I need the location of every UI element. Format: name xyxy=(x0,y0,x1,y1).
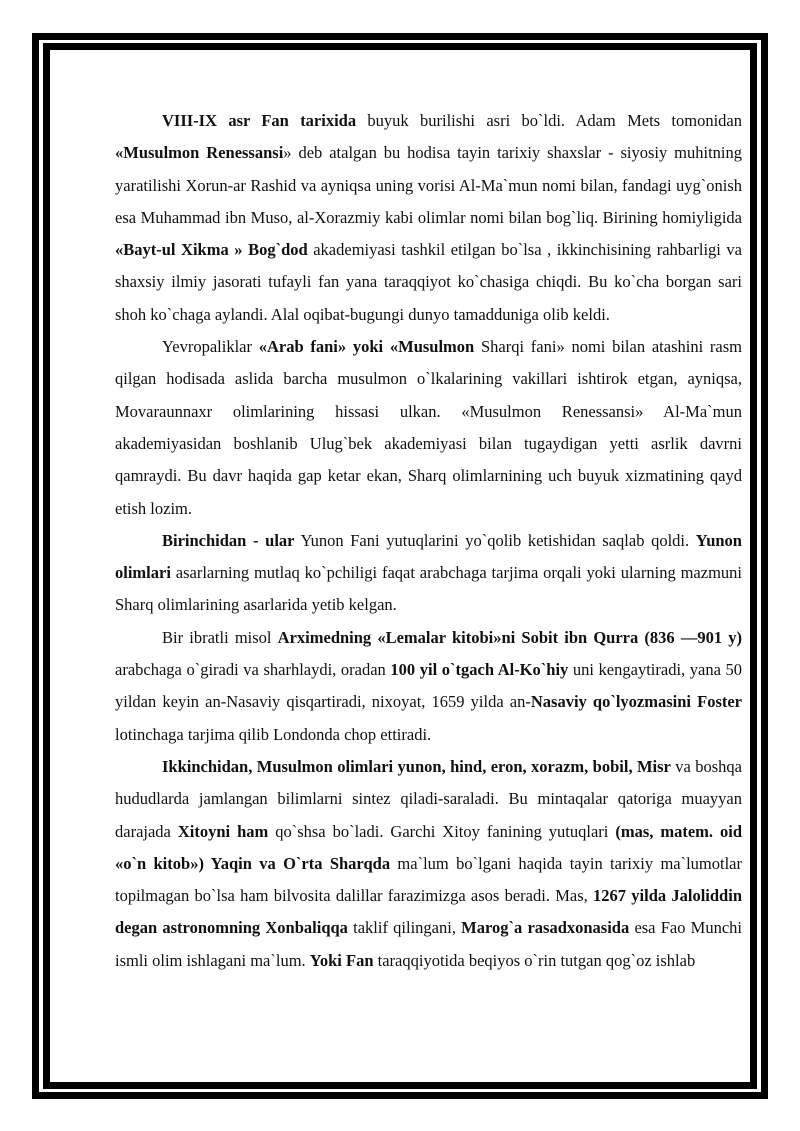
text-run: Yoki Fan xyxy=(309,950,374,970)
text-run: lotinchaga tarjima qilib Londonda chop ettiradi. xyxy=(115,724,432,744)
text-run: qo`shsa bo`ladi. Garchi Xitoy fanining yutuqlari xyxy=(268,821,616,841)
paragraph-1 xyxy=(115,105,742,331)
paragraph-5 xyxy=(115,751,742,977)
text-run: Marog`a rasadxonasida xyxy=(461,918,630,938)
text-run: Xitoyni ham xyxy=(177,821,269,841)
text-run: Yevropaliklar xyxy=(162,337,259,357)
text-run: (mas, matem. oid «o`n kitob») Yaqin va O`rta Sharqda xyxy=(115,821,742,873)
text-run: uni kengaytiradi, yana 50 yildan keyin an-Nasaviy qisqartiradi, nixoyat, 1659 yilda an- xyxy=(115,660,742,712)
text-run: 1267 yilda Jaloliddin degan astronomning Xonbaliqqa xyxy=(115,886,742,938)
text-run: va boshqa hududlarda jamlangan bilimlarni sintez qiladi-saraladi. Bu mintaqalar qatoriga muayyan darajada xyxy=(115,756,742,841)
text-run: «Bayt-ul Xikma » Bog`dod xyxy=(115,240,308,260)
text-run: Sharqi fani» nomi bilan atashini rasm qilgan hodisada aslida barcha musulmon o`lkalarining vakillari ishtirok etgan, ayniqsa, Movaraunnaxr olimlarining hissasi ulkan. «Musulmon Renessansi» Al-Ma`mun akademiyasidan boshlanib Ulug`bek akademiyasi bilan tugaydigan yetti asrlik davrni qamraydi. Bu davr haqida gap ketar ekan, Sharq olimlarnining uch buyuk xizmatining qayd etish lozim. xyxy=(115,337,742,518)
text-run: 100 yil o`tgach Al-Ko`hiy xyxy=(390,660,569,680)
text-run: Yunon Fani yutuqlarini yo`qolib ketishidan saqlab qoldi. xyxy=(294,530,696,550)
text-run: Arximedning «Lemalar kitobi»ni Sobit ibn Qurra (836 —901 y) xyxy=(277,627,742,647)
paragraph-2 xyxy=(115,331,742,525)
text-run: ma`lum bo`lgani haqida tayin tarixiy ma`lumotlar topilmagan bo`lsa ham bilvosita dalillar farazimizga asos beradi. Mas, xyxy=(115,853,742,906)
text-run: asarlarning mutlaq ko`pchiligi faqat arabchaga tarjima orqali yoki ularning mazmuni Sharq olimlarining asarlarida yetib kelgan. xyxy=(115,563,742,615)
text-run: taklif qilingani, xyxy=(347,918,462,938)
text-run: esa Fao Munchi ismli olim ishlagani ma`lum. xyxy=(115,918,742,970)
text-run: buyuk burilishi asri bo`ldi. Adam Mets tomonidan xyxy=(356,111,742,130)
paragraph-3 xyxy=(115,525,742,622)
text-run: Ikkinchidan, Musulmon olimlari yunon, hind, eron, xorazm, bobil, Misr xyxy=(162,756,671,776)
text-run: «Musulmon Renessansi xyxy=(115,143,284,163)
text-run: VIII-IX asr Fan tarixida xyxy=(162,111,357,130)
text-run: Nasaviy qo`lyozmasini Foster xyxy=(530,692,743,712)
paragraph-4 xyxy=(115,622,742,751)
text-run: Bir ibratli misol xyxy=(162,627,278,647)
text-run: Birinchidan - ular xyxy=(162,530,295,550)
text-run: Yunon olimlari xyxy=(115,530,742,583)
text-run: taraqqiyotida beqiyos o`rin tutgan qog`oz ishlab xyxy=(373,950,696,970)
text-run: akademiyasi tashkil etilgan bo`lsa , ikkinchisining rahbarligi va shaxsiy ilmiy jasorati tufayli fan yana taraqqiyot ko`chasiga chiqdi. Bu ko`cha borgan sari shoh ko`chaga aylandi. Alal oqibat-bugungi dunyo tamadduniga olib keldi. xyxy=(115,240,742,324)
document-body xyxy=(115,105,742,977)
text-run: arabchaga o`giradi va sharhlaydi, oradan xyxy=(115,660,391,680)
text-run: «Arab fani» yoki «Musulmon xyxy=(258,337,475,357)
text-run: » deb atalgan bu hodisa tayin tarixiy shaxslar - siyosiy muhitning yaratilishi Xorun-ar Rashid va ayniqsa uning vorisi Al-Ma`mun nomi bilan, fandagi uyg`onish esa Muhammad ibn Muso, al-Xorazmiy kabi olimlar nomi bilan bog`liq. Birining homiyligida xyxy=(115,143,743,227)
